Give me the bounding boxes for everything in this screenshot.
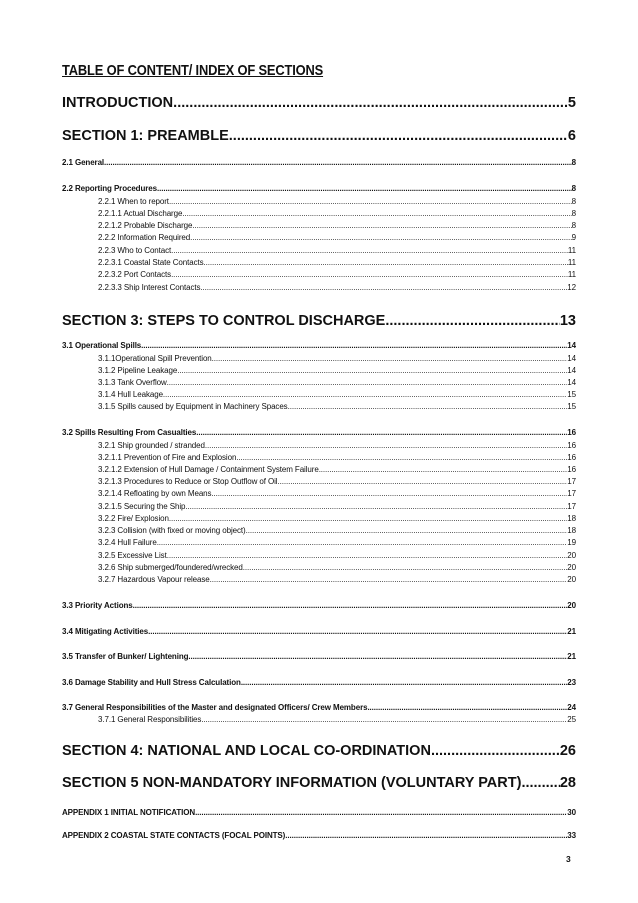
toc-entry-section-1[interactable]: SECTION 1: PREAMBLE ..... 6 xyxy=(62,128,576,148)
toc-entry-2-2-2[interactable]: 2.2.2 Information Required ..... 9 xyxy=(98,233,576,244)
toc-entry-3-3[interactable]: 3.3 Priority Actions ..... 20 xyxy=(62,601,576,613)
toc-entry-3-2-7[interactable]: 3.2.7 Hazardous Vapour release ..... 20 xyxy=(98,575,576,586)
toc-entry-3-2-1-3[interactable]: 3.2.1.3 Procedures to Reduce or Stop Outflow of Oil ..... 17 xyxy=(98,477,576,488)
toc-entry-2-2-3-3[interactable]: 2.2.3.3 Ship Interest Contacts ..... 12 xyxy=(98,283,576,294)
toc-entry-2-1[interactable]: 2.1 General ..... 8 xyxy=(62,158,576,170)
toc-entry-section-4[interactable]: SECTION 4: NATIONAL AND LOCAL CO-ORDINATION ..... 26 xyxy=(62,743,576,763)
toc-entry-3-2[interactable]: 3.2 Spills Resulting From Casualties ..... 16 xyxy=(62,428,576,440)
page-number: 3 xyxy=(566,854,571,864)
toc-entry-introduction[interactable]: INTRODUCTION ..... 5 xyxy=(62,95,576,115)
toc-entry-2-2-1-2[interactable]: 2.2.1.2 Probable Discharge ..... 8 xyxy=(98,221,576,232)
toc-entry-2-2[interactable]: 2.2 Reporting Procedures ..... 8 xyxy=(62,184,576,196)
toc-entry-3-7[interactable]: 3.7 General Responsibilities of the Master and designated Officers/ Crew Members ..... 24 xyxy=(62,703,576,715)
toc-entry-3-2-5[interactable]: 3.2.5 Excessive List ..... 20 xyxy=(98,551,576,562)
toc-entry-appendix-1[interactable]: APPENDIX 1 INITIAL NOTIFICATION ..... 30 xyxy=(62,808,576,820)
toc-entry-3-6[interactable]: 3.6 Damage Stability and Hull Stress Calculation ..... 23 xyxy=(62,678,576,690)
toc-entry-3-2-1-4[interactable]: 3.2.1.4 Refloating by own Means ..... 17 xyxy=(98,489,576,500)
toc-entry-3-1-3[interactable]: 3.1.3 Tank Overflow ..... 14 xyxy=(98,378,576,389)
toc-entry-3-2-1-5[interactable]: 3.2.1.5 Securing the Ship ..... 17 xyxy=(98,502,576,513)
toc-entry-3-1[interactable]: 3.1 Operational Spills ..... 14 xyxy=(62,341,576,353)
toc-entry-2-2-3[interactable]: 2.2.3 Who to Contact ..... 11 xyxy=(98,246,576,257)
toc-entry-3-1-4[interactable]: 3.1.4 Hull Leakage ..... 15 xyxy=(98,390,576,401)
toc-entry-3-2-4[interactable]: 3.2.4 Hull Failure ..... 19 xyxy=(98,538,576,549)
toc-entry-section-3[interactable]: SECTION 3: STEPS TO CONTROL DISCHARGE ..... 13 xyxy=(62,313,576,333)
page-title: TABLE OF CONTENT/ INDEX OF SECTIONS xyxy=(62,62,324,79)
toc-entry-3-2-1[interactable]: 3.2.1 Ship grounded / stranded ..... 16 xyxy=(98,441,576,452)
toc-entry-3-1-5[interactable]: 3.1.5 Spills caused by Equipment in Machinery Spaces ..... 15 xyxy=(98,402,576,413)
toc-entry-3-4[interactable]: 3.4 Mitigating Activities ..... 21 xyxy=(62,627,576,639)
toc-entry-2-2-3-1[interactable]: 2.2.3.1 Coastal State Contacts ..... 11 xyxy=(98,258,576,269)
toc-entry-appendix-2[interactable]: APPENDIX 2 COASTAL STATE CONTACTS (FOCAL POINTS) ..... 33 xyxy=(62,831,576,843)
toc-entry-3-1-2[interactable]: 3.1.2 Pipeline Leakage ..... 14 xyxy=(98,366,576,377)
toc-entry-2-2-1[interactable]: 2.2.1 When to report ..... 8 xyxy=(98,197,576,208)
toc-entry-2-2-1-1[interactable]: 2.2.1.1 Actual Discharge ..... 8 xyxy=(98,209,576,220)
toc-entry-3-5[interactable]: 3.5 Transfer of Bunker/ Lightening ..... 21 xyxy=(62,652,576,664)
toc-entry-2-2-3-2[interactable]: 2.2.3.2 Port Contacts ..... 11 xyxy=(98,270,576,281)
toc-entry-3-2-1-2[interactable]: 3.2.1.2 Extension of Hull Damage / Containment System Failure ..... 16 xyxy=(98,465,576,476)
toc-entry-3-7-1[interactable]: 3.7.1 General Responsibilities ..... 25 xyxy=(98,715,576,726)
toc-entry-3-2-1-1[interactable]: 3.2.1.1 Prevention of Fire and Explosion ..... 16 xyxy=(98,453,576,464)
toc-entry-3-2-2[interactable]: 3.2.2 Fire/ Explosion ..... 18 xyxy=(98,514,576,525)
toc-entry-3-1-1[interactable]: 3.1.1Operational Spill Prevention ..... 14 xyxy=(98,354,576,365)
toc-entry-3-2-3[interactable]: 3.2.3 Collision (with fixed or moving object) ..... 18 xyxy=(98,526,576,537)
toc-entry-3-2-6[interactable]: 3.2.6 Ship submerged/foundered/wrecked ..... 20 xyxy=(98,563,576,574)
toc-entry-section-5[interactable]: SECTION 5 NON-MANDATORY INFORMATION (VOLUNTARY PART) ..... 28 xyxy=(62,775,576,795)
